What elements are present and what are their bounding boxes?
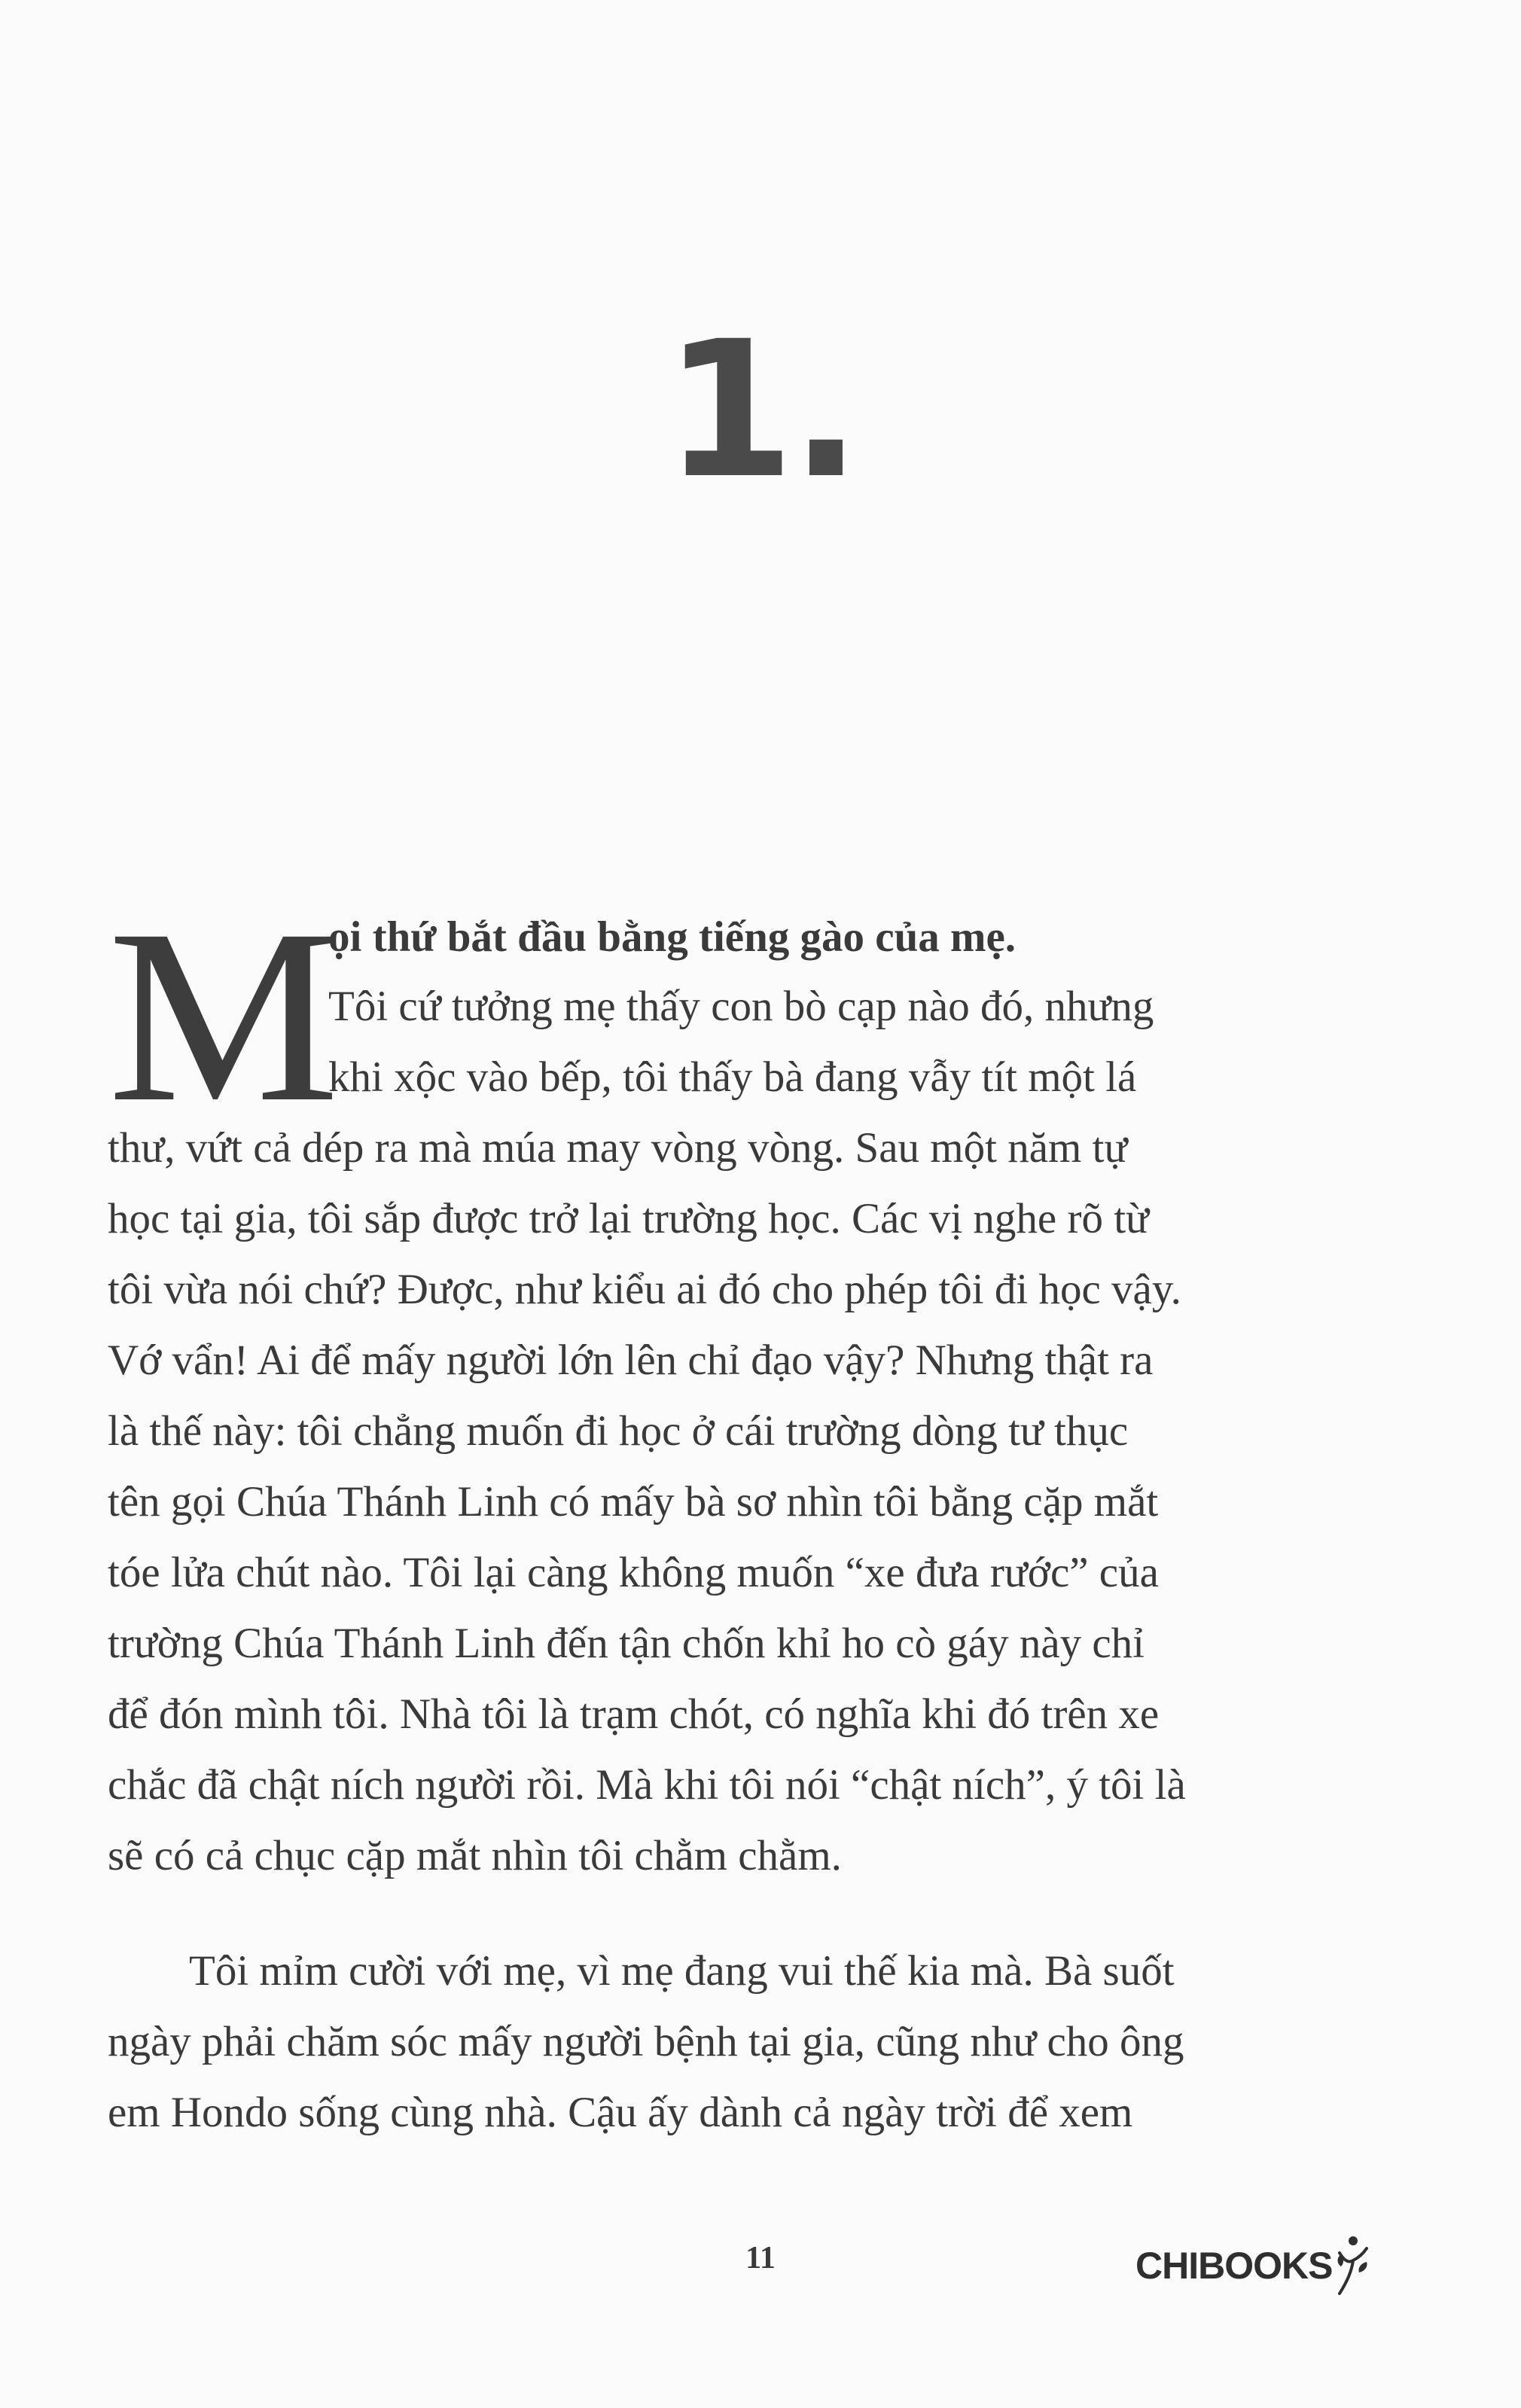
opening-line: ọi thứ bắt đầu bằng tiếng gào của mẹ. — [328, 913, 1017, 961]
publisher-logo — [1135, 2230, 1370, 2298]
text-line: là thế này: tôi chẳng muốn đi học ở cái trường dòng tư thục — [108, 1407, 1129, 1455]
drop-cap-letter: M — [108, 879, 340, 1154]
text-line: tên gọi Chúa Thánh Linh có mấy bà sơ nhìn tôi bằng cặp mắt — [108, 1478, 1159, 1526]
text-line: sẽ có cả chục cặp mắt nhìn tôi chằm chằm. — [108, 1832, 842, 1879]
text-line: Tôi cứ tưởng mẹ thấy con bò cạp nào đó, nhưng — [328, 983, 1154, 1030]
page-number: 11 — [745, 2241, 776, 2275]
text-line: chắc đã chật ních người rồi. Mà khi tôi nói “chật ních”, ý tôi là — [108, 1761, 1186, 1809]
paragraph-1 — [108, 971, 1360, 1891]
text-line: để đón mình tôi. Nhà tôi là trạm chót, có nghĩa khi đó trên xe — [108, 1690, 1160, 1738]
text-line: ngày phải chăm sóc mấy người bệnh tại gia, cũng như cho ông — [108, 2018, 1184, 2065]
leaf-person-icon — [1334, 2230, 1370, 2298]
text-line: tôi vừa nói chứ? Được, như kiểu ai đó cho phép tôi đi học vậy. — [108, 1266, 1181, 1313]
text-line: Vớ vẩn! Ai để mấy người lớn lên chỉ đạo vậy? Nhưng thật ra — [108, 1337, 1154, 1384]
paragraph-2 — [108, 1936, 1360, 2148]
chapter-number: 1. — [663, 300, 858, 520]
text-line: tóe lửa chút nào. Tôi lại càng không muốn “xe đưa rước” của — [108, 1549, 1159, 1596]
text-line: trường Chúa Thánh Linh đến tận chốn khỉ ho cò gáy này chỉ — [108, 1620, 1145, 1667]
publisher-name: CHIBOOKS — [1135, 2245, 1333, 2287]
text-line: em Hondo sống cùng nhà. Cậu ấy dành cả ngày trời để xem — [108, 2089, 1133, 2136]
text-line: thư, vứt cả dép ra mà múa may vòng vòng. Sau một năm tự — [108, 1124, 1128, 1172]
text-line: học tại gia, tôi sắp được trở lại trường học. Các vị nghe rõ từ — [108, 1195, 1149, 1242]
text-line: Tôi mỉm cười với mẹ, vì mẹ đang vui thế kia mà. Bà suốt — [189, 1947, 1175, 1995]
text-line: khi xộc vào bếp, tôi thấy bà đang vẫy tít một lá — [328, 1053, 1137, 1101]
